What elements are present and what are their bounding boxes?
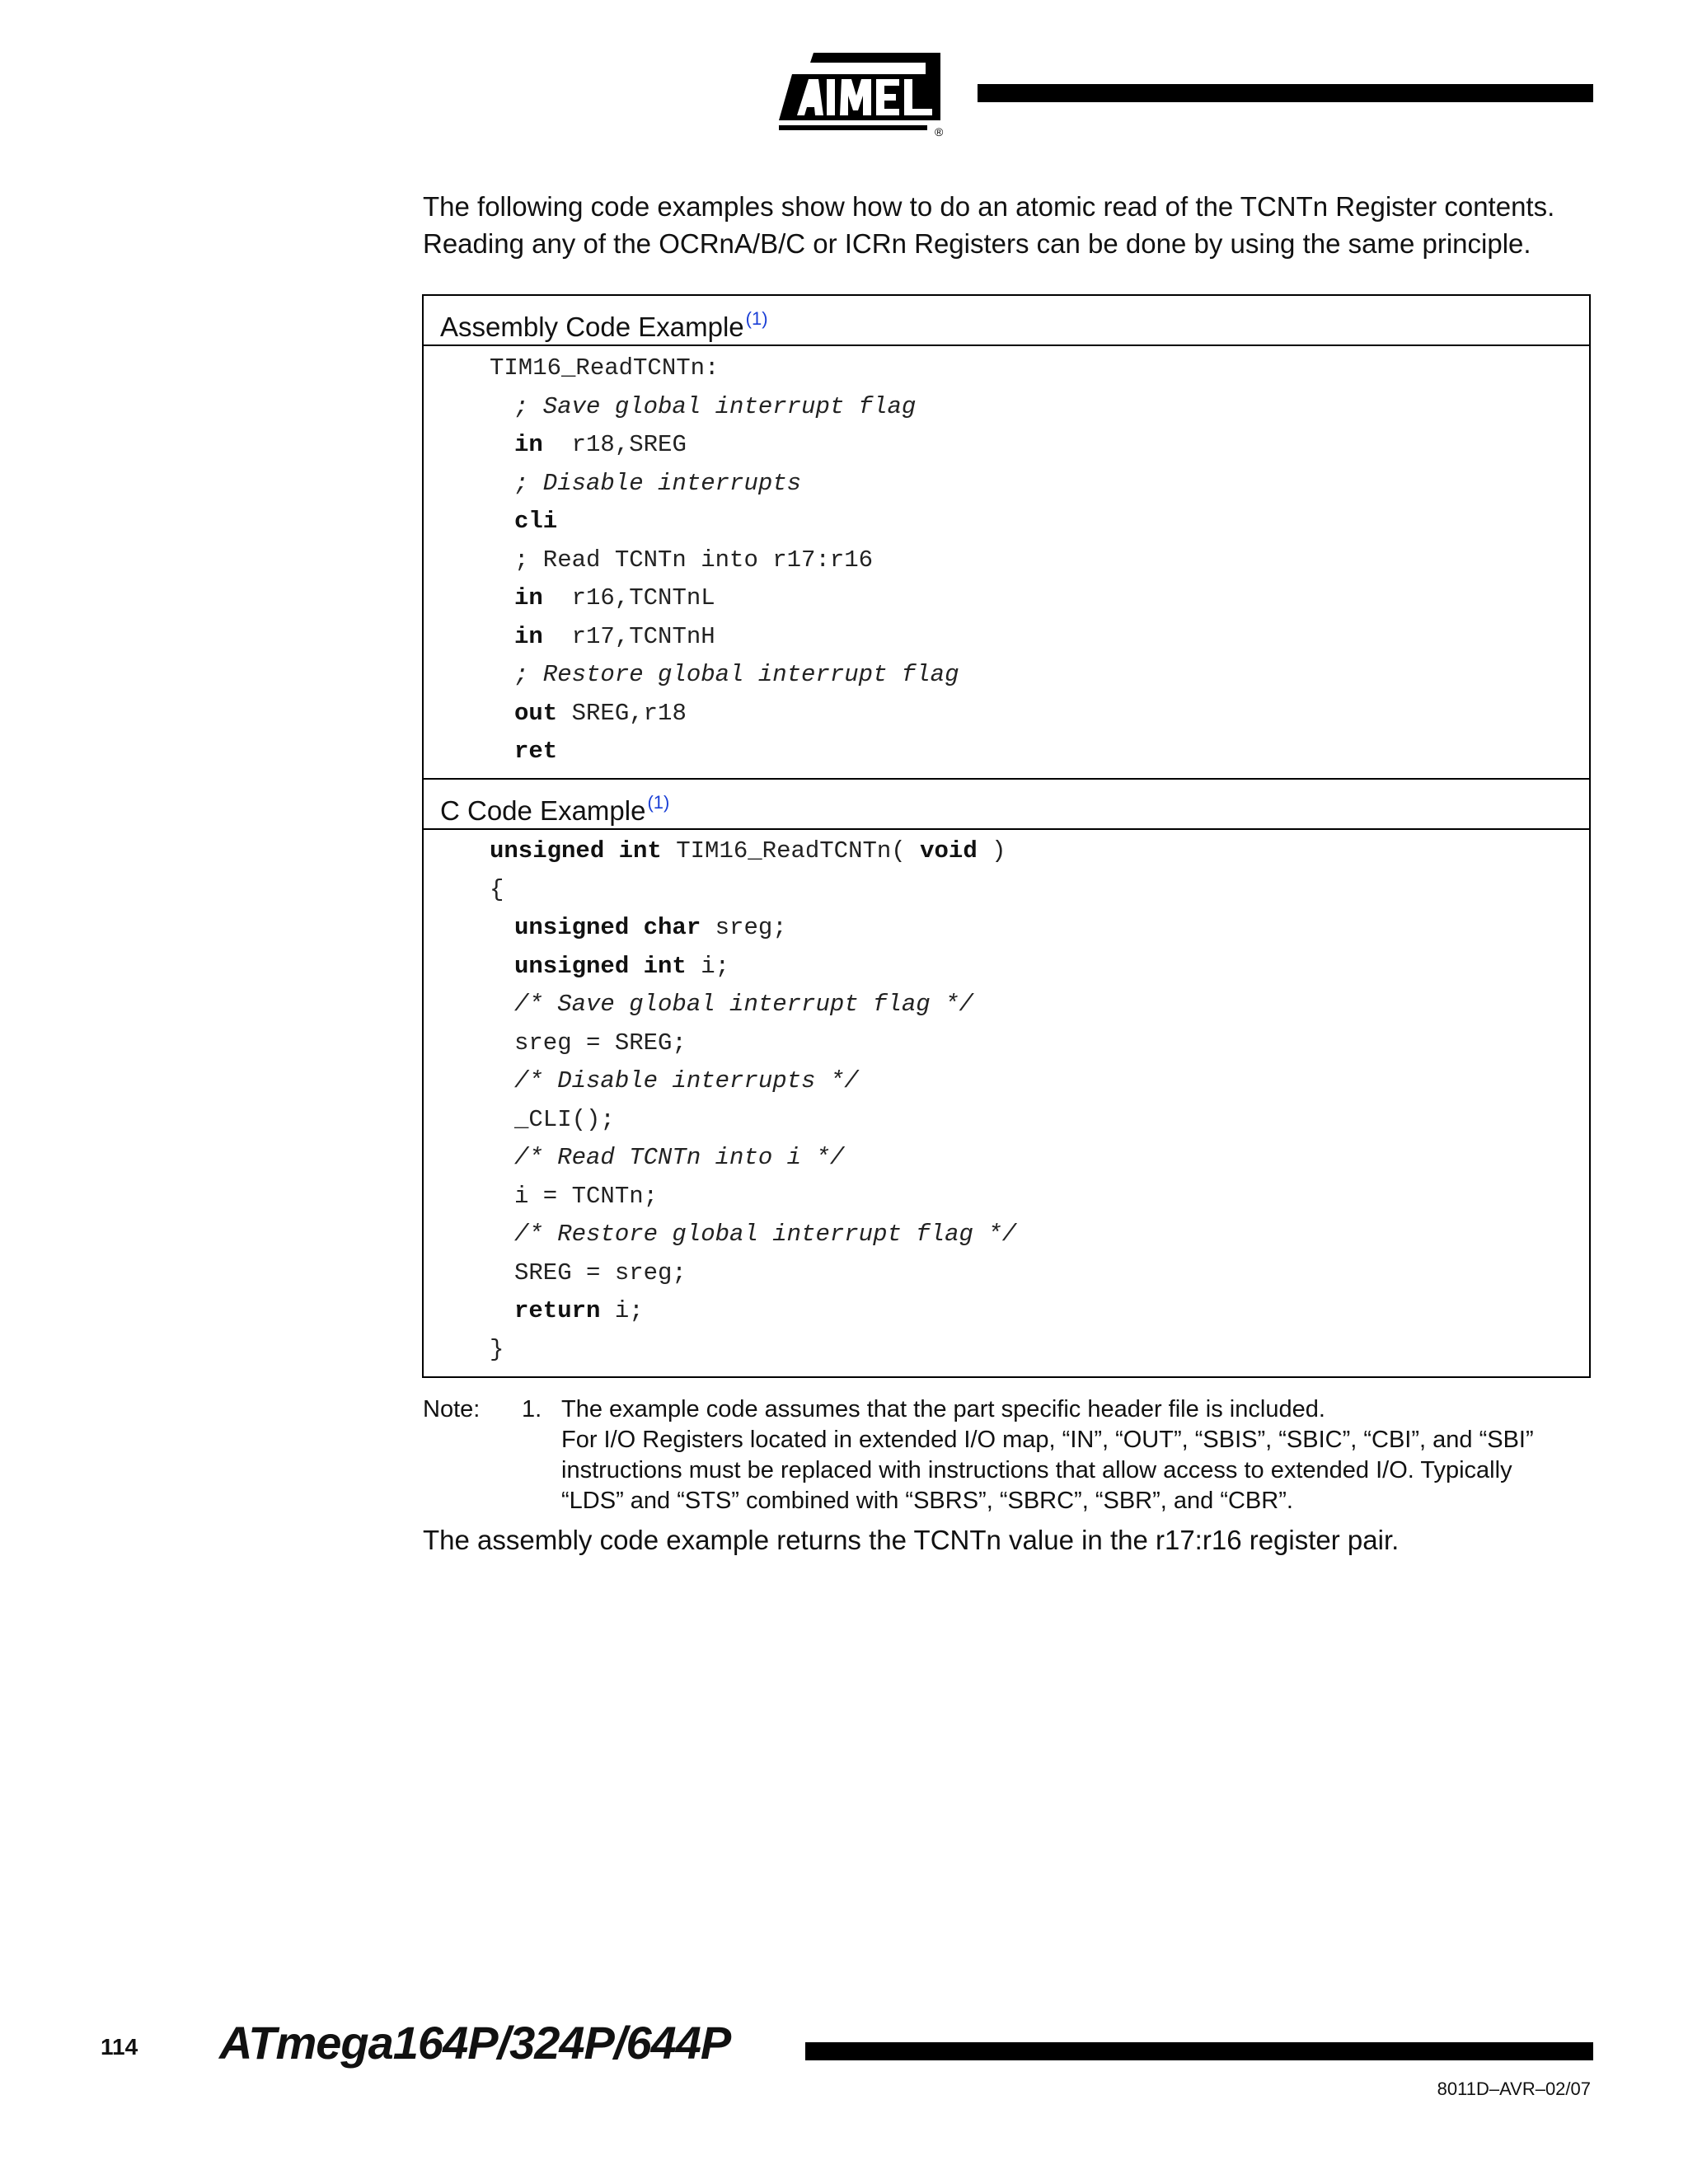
- code-line: [514, 1027, 687, 1060]
- code-line: [514, 1104, 615, 1137]
- code-example-table: [422, 294, 1591, 1378]
- note-number: 1.: [522, 1396, 542, 1422]
- code-line: [490, 835, 1006, 868]
- code-text: i;: [600, 1297, 644, 1324]
- code-comment: /* Read TCNTn into i */: [514, 1144, 845, 1171]
- code-line: [514, 1141, 844, 1174]
- note-line: The example code assumes that the part specific header file is included.: [561, 1396, 1325, 1422]
- c-section-header: [424, 778, 1589, 830]
- code-keyword: ret: [514, 738, 558, 765]
- code-line: [490, 352, 719, 385]
- page-number: 114: [101, 2034, 138, 2060]
- c-title: C Code Example$^{(1)}$: [440, 792, 670, 826]
- code-text: r18,SREG: [542, 431, 687, 458]
- code-text: ; Read TCNTn into r17:r16: [514, 546, 874, 574]
- intro-paragraph: [423, 188, 1593, 262]
- note-body: [561, 1394, 1592, 1516]
- code-text: TIM16_ReadTCNTn(: [661, 837, 921, 865]
- code-line: [514, 1295, 644, 1328]
- code-line: [514, 391, 916, 424]
- code-line: [514, 950, 729, 983]
- code-text: TIM16_ReadTCNTn:: [490, 354, 720, 382]
- code-line: [490, 1333, 504, 1366]
- footer-rule: [805, 2042, 1593, 2060]
- code-comment: /* Restore global interrupt flag */: [514, 1221, 1017, 1248]
- code-line: [490, 874, 504, 907]
- intro-line-2: Reading any of the OCRnA/B/C or ICRn Registers can be done by using the same principle.: [423, 228, 1531, 259]
- code-line: [514, 735, 557, 768]
- code-keyword: unsigned char: [514, 914, 701, 941]
- registered-mark: ®: [935, 125, 944, 137]
- assembly-section-header: [424, 296, 1589, 346]
- code-keyword: in: [514, 431, 543, 458]
- code-line: [514, 621, 715, 654]
- document-code: 8011D–AVR–02/07: [1437, 2079, 1591, 2099]
- code-line: [514, 1218, 1016, 1251]
- code-text: i;: [686, 952, 730, 980]
- code-line: [514, 505, 557, 538]
- code-keyword: unsigned int: [514, 952, 687, 980]
- code-text: }: [490, 1335, 504, 1363]
- code-line: [514, 544, 873, 577]
- code-comment: ; Disable interrupts: [514, 469, 802, 497]
- note-line: “LDS” and “STS” combined with “SBRS”, “SBRC”, “SBR”, and “CBR”.: [561, 1488, 1293, 1514]
- code-text: r17,TCNTnH: [542, 622, 715, 650]
- code-text: {: [490, 875, 504, 903]
- code-text: r16,TCNTnL: [542, 584, 715, 612]
- summary-text: The assembly code example returns the TCNTn value in the r17:r16 register pair.: [423, 1525, 1400, 1555]
- code-text: ): [977, 837, 1006, 865]
- footnote-ref[interactable]: (1): [647, 792, 670, 813]
- header-rule: [978, 84, 1593, 102]
- code-line: [514, 429, 687, 462]
- code-keyword: void: [920, 837, 978, 865]
- code-keyword: unsigned int: [490, 837, 662, 865]
- note-line: instructions must be replaced with instructions that allow access to extended I/O. Typically: [561, 1457, 1512, 1483]
- code-keyword: in: [514, 584, 543, 612]
- note-line: For I/O Registers located in extended I/O map, “IN”, “OUT”, “SBIS”, “SBIC”, “CBI”, and “SBI”: [561, 1427, 1534, 1453]
- code-keyword: return: [514, 1297, 601, 1324]
- code-line: [514, 697, 687, 730]
- intro-line-1: The following code examples show how to do an atomic read of the TCNTn Register contents.: [423, 191, 1555, 222]
- note-label: Note:: [423, 1396, 481, 1422]
- code-text: sreg;: [701, 914, 787, 941]
- code-line: [514, 1065, 859, 1098]
- code-text: i = TCNTn;: [514, 1182, 659, 1210]
- code-comment: ; Save global interrupt flag: [514, 392, 917, 420]
- code-text: SREG = sreg;: [514, 1258, 687, 1286]
- footnote-ref[interactable]: (1): [745, 308, 768, 329]
- code-line: [514, 1180, 658, 1213]
- device-title: ATmega164P/324P/644P: [219, 2017, 731, 2069]
- assembly-title: Assembly Code Example$^{(1)}$: [440, 308, 768, 342]
- code-line: [514, 912, 787, 944]
- code-keyword: cli: [514, 508, 558, 535]
- atmel-logo: [779, 51, 944, 137]
- code-keyword: out: [514, 699, 558, 727]
- code-text: sreg = SREG;: [514, 1029, 687, 1057]
- code-line: [514, 658, 959, 691]
- code-line: [514, 1257, 687, 1290]
- code-text: _CLI();: [514, 1105, 615, 1133]
- code-keyword: in: [514, 622, 543, 650]
- code-line: [514, 582, 715, 615]
- code-text: SREG,r18: [557, 699, 687, 727]
- code-comment: /* Disable interrupts */: [514, 1067, 859, 1094]
- code-comment: ; Restore global interrupt flag: [514, 661, 959, 688]
- code-line: [514, 988, 973, 1021]
- code-comment: /* Save global interrupt flag */: [514, 991, 973, 1018]
- code-line: [514, 467, 801, 500]
